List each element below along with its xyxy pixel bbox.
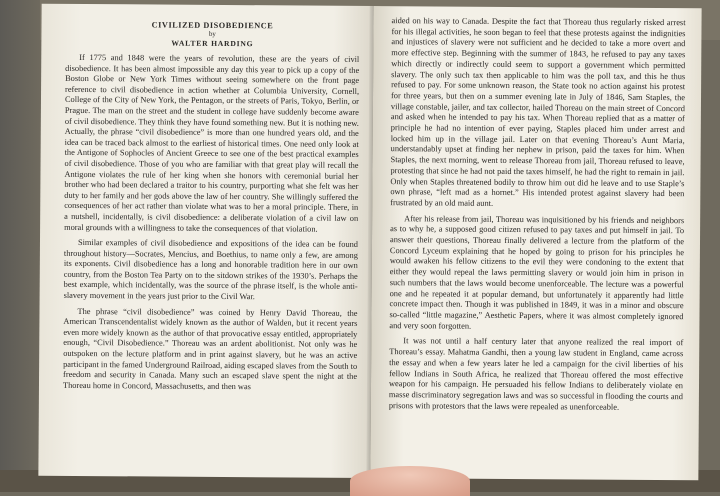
left-paragraph-1: If 1775 and 1848 were the years of revolution, these are the years of civil disobedience. It has been almost impossible any day this year to pick up a copy of the Boston Globe or New York Times without seeing somewhere on the front page reference to civil disobedience in action whether at Columbia University, Cornell, College of the City of New York, the Pentagon, or the streets of Paris, Tokyo, Berlin, or Prague. The man on the street and the student in college have suddenly become aware of civil disobedience. They think they have found something new. But it is nothing new. Actually, the phrase “civil disobedience” is more than one hundred years old, and the idea can be traced back almost to the earliest of historical times. One need only look at the Antigone of Sophocles of Ancient Greece to see one of the best practical examples of civil disobedience. Those of you who are familiar with that great play will recall the Antigone violates the rule of her king when she honors with ceremonial burial her brother who had been declared a traitor to his country, purporting what she felt was her duty to her family and her gods above the law of her country. She willingly suffered the consequences of her act rather than violate what was to her a moral principle. There, in a nutshell, incidentally, is civil disobedience: a deliberate violation of a civil law on moral grounds with a willingness to take the consequences of that violation. [64,52,360,234]
right-paragraph-1: aided on his way to Canada. Despite the fact that Thoreau thus regularly risked arrest for his illegal activities, he soon began to feel that these protests against the indignities and injustices of slavery were not sufficient and he decided to take a more overt and more effective step. Beginning with the summer of 1843, he refused to pay any taxes which directly or indirectly could seem to support a government which permitted slavery. The only such tax then applicable to him was the poll tax, and this he thus refused to pay. For some unknown reason, the State took no action against his protest for three years, but then on a summer evening late in July of 1846, Sam Staples, the village constable, jailer, and tax collector, hailed Thoreau on the main street of Concord and asked when he intended to pay his tax. When Thoreau replied that as a matter of principle he had no intention of ever paying, Staples placed him under arrest and locked him up in the village jail. Later on that evening Thoreau’s Aunt Maria, understandably upset at finding her nephew in prison, paid the taxes for him. When Staples, the next morning, went to release Thoreau from jail, Thoreau refused to leave, protesting that since he had not paid the taxes himself, he had the right to remain in jail. Only when Staples threatened bodily to throw him out did he leave and to use Staple’s own phrase, “left mad as a hornet.” His intended protest against slavery had been frustrated by an old maid aunt. [390,16,686,208]
left-paragraph-2: Similar examples of civil disobedience and expositions of the idea can be found throughout history—Socrates, Mencius, and Boethius, to name only a few, are among its exponents. Civil disobedience has a long and honorable tradition here in our own country, from the Boston Tea Party on to the sitdown strikes of the 1930’s. Perhaps the best example, which incidentally, was the source of the phrase itself, is the whole anti-slavery movement in the years just prior to the Civil War. [63,238,359,302]
right-paragraph-3: It was not until a half century later that anyone realized the real import of Thoreau’s essay. Mahatma Gandhi, then a young law student in England, came across the essay and when a few years later he led a campaign for the civil liberties of his fellow Indians in South Africa, he realized that Thoreau offered the most effective weapon for his campaign. He persuaded his fellow Indians to deliberately violate en masse discriminatory segregation laws and was so successful in flooding the courts and prisons with protestors that the laws were repealed as unenforceable. [388,336,684,412]
background-edge [0,0,40,492]
right-paragraph-2: After his release from jail, Thoreau was inquisitioned by his friends and neighbors as to why he, a supposed good citizen refused to pay taxes and put himself in jail. To answer their questions, Thoreau finally delivered a lecture from the platform of the Concord Lyceum explaining that he hoped by going to prison for his principles he would awaken his fellow citizens to the evil they were condoning to the extent that either they would repeal the laws permitting slavery or would join him in prison in such numbers that the laws would become unenforceable. The lecture was a powerful one and he repeated it at popular demand, but unfortunately it apparently had little concrete impact then. Though it was published in 1849, it was in a minor and obscure so-called “little magazine,” Aesthetic Papers, where it was almost completely ignored and very soon forgotten. [389,213,685,331]
article-title: CIVILIZED DISOBEDIENCE [151,20,274,31]
byline-by: by [209,30,216,38]
open-booklet [38,4,701,481]
left-page [38,4,373,478]
right-page [370,6,701,480]
article-author: WALTER HARDING [171,38,254,49]
left-paragraph-3: The phrase “civil disobedience” was coined by Henry David Thoreau, the American Transcendentalist widely known as the author of Walden, but it recent years even more widely known as the author of that provocative essay entitled, appropriately enough, “Civil Disobedience.” Thoreau was an ardent abolitionist. Not only was he outspoken on the lecture platform and in print against slavery, but he was an active participant in the famed Underground Railroad, aiding escaped slaves from the South to freedom and security in Canada. Many such an escaped slave spent the night at the Thoreau home in Concord, Massachusetts, and then was [62,306,358,391]
